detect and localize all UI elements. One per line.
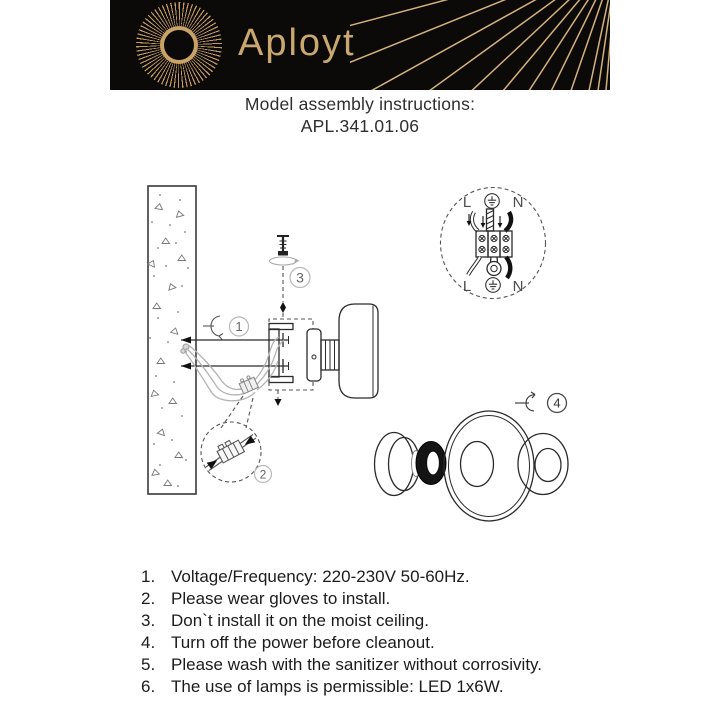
terminal-label-n-top: N (512, 194, 524, 211)
instruction-item (141, 676, 542, 698)
rotation-icon (203, 316, 223, 340)
item-number: 6. (141, 677, 156, 696)
terminal-label-l-top: L (462, 194, 472, 211)
wire-connector (238, 374, 259, 394)
earth-icon (486, 278, 501, 293)
instruction-item (141, 632, 542, 654)
item-text: Please wear gloves to install. (171, 589, 391, 608)
callout-1 (203, 316, 249, 340)
instruction-item (141, 588, 542, 610)
callout-number: 4 (553, 395, 561, 411)
model-number: APL.341.01.06 (300, 116, 420, 136)
item-number: 1. (141, 567, 156, 586)
exploded-view (375, 392, 569, 521)
ring-terminal (487, 262, 501, 276)
lamp-side-view (307, 304, 378, 398)
item-text: The use of lamps is permissible: LED 1x6W. (171, 677, 504, 696)
callout-number: 3 (296, 269, 304, 286)
brand-name: Aployt (238, 22, 356, 64)
instruction-item (141, 654, 542, 676)
insert-arrow-icon (481, 216, 486, 228)
terminal-label-n-bottom: N (512, 278, 524, 295)
wiring-detail-circle (441, 188, 546, 299)
terminal-label-l-bottom: L (462, 278, 472, 295)
instruction-item (141, 610, 542, 632)
insert-arrow-icon (498, 216, 503, 228)
instruction-list (141, 566, 542, 698)
callout-3 (290, 268, 310, 288)
earth-icon (485, 194, 500, 209)
callout-number: 2 (259, 467, 267, 482)
rotation-icon (515, 392, 535, 411)
item-text: Don`t install it on the moist ceiling. (171, 611, 429, 630)
canopy-disc (375, 433, 414, 496)
item-number: 5. (141, 655, 156, 674)
connector-detail-circle (201, 422, 272, 483)
callout-4 (515, 392, 567, 413)
instruction-item (141, 566, 542, 588)
item-number: 2. (141, 589, 156, 608)
rotation-icon (270, 257, 300, 265)
title-line: Model assembly instructions: (244, 94, 476, 114)
item-text: Please wash with the sanitizer without corrosivity. (171, 655, 543, 674)
terminal-block (476, 231, 512, 257)
callout-2 (255, 466, 272, 483)
item-text: Voltage/Frequency: 220-230V 50-60Hz. (171, 567, 470, 586)
item-number: 4. (141, 633, 156, 652)
glass-shade (444, 411, 534, 521)
item-text: Turn off the power before cleanout. (171, 633, 435, 652)
callout-number: 1 (235, 319, 243, 334)
item-number: 3. (141, 611, 156, 630)
